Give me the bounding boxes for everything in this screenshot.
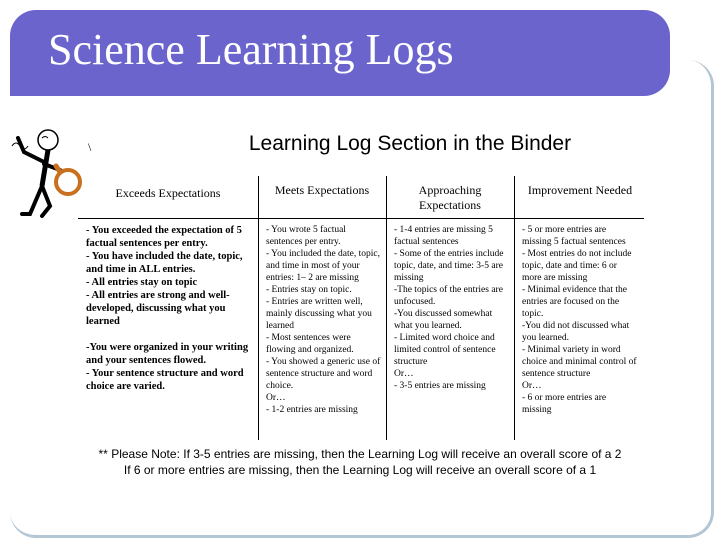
column-divider bbox=[386, 176, 387, 440]
column-body-approaching: - 1-4 entries are missing 5 factual sentences - Some of the entries include topic, date, and time: 3-5 are missing -The topics of the entries are unfocused. -You discussed somewhat what you learned. - Limited word choice and limited control of sentence structure Or… - 3-5 entries are missing bbox=[394, 225, 504, 391]
column-header-meets: Meets Expectations bbox=[274, 183, 370, 197]
tick-mark: \ bbox=[88, 140, 92, 154]
column-body-improvement: - 5 or more entries are missing 5 factual sentences - Most entries do not include topic, date and time: 6 or more are missing - Minimal evidence that the entries are focused on the topic. -You did not discussed what you learned. - Minimal variety in word choice and minimal control of sentence structure Or… - 6 or more entries are missing bbox=[522, 225, 637, 415]
column-body-meets: - You wrote 5 factual sentences per entry. - You included the date, topic, and time in most of your entries: 1– 2 are missing - Entries stay on topic. - Entries are written well, mainly discussing what you learned - Most sentences were flowing and organized. - You showed a generic use of sentence structure and word choice. Or… - 1-2 entries are missing bbox=[266, 225, 381, 415]
column-divider bbox=[258, 176, 259, 440]
slide-title: Science Learning Logs bbox=[48, 25, 454, 74]
column-header-exceeds: Exceeds Expectations bbox=[115, 186, 221, 200]
scoring-note bbox=[0, 446, 720, 478]
column-body-exceeds: - You exceeded the expectation of 5 factual sentences per entry. - You have included the date, topic, and time in ALL entries. - All entries stay on topic - All entries are strong and well-developed, discussing what you learned -You were organized in your writing and your sentences flowed. - Your sentence structure and word choice are varied. bbox=[86, 225, 249, 392]
column-divider bbox=[514, 176, 515, 440]
table-header-divider bbox=[78, 218, 644, 219]
column-header-improvement: Improvement Needed bbox=[527, 183, 633, 197]
scoring-note-line-2: If 6 or more entries are missing, then the Learning Log will receive an overall score of a 1 bbox=[123, 463, 597, 477]
scoring-note-line-1: ** Please Note: If 3-5 entries are missing, then the Learning Log will receive an overall score of a 2 bbox=[98, 447, 622, 461]
column-header-approaching: Approaching Expectations bbox=[418, 183, 482, 212]
subtitle: Learning Log Section in the Binder bbox=[248, 132, 572, 155]
title-underline bbox=[10, 96, 670, 99]
